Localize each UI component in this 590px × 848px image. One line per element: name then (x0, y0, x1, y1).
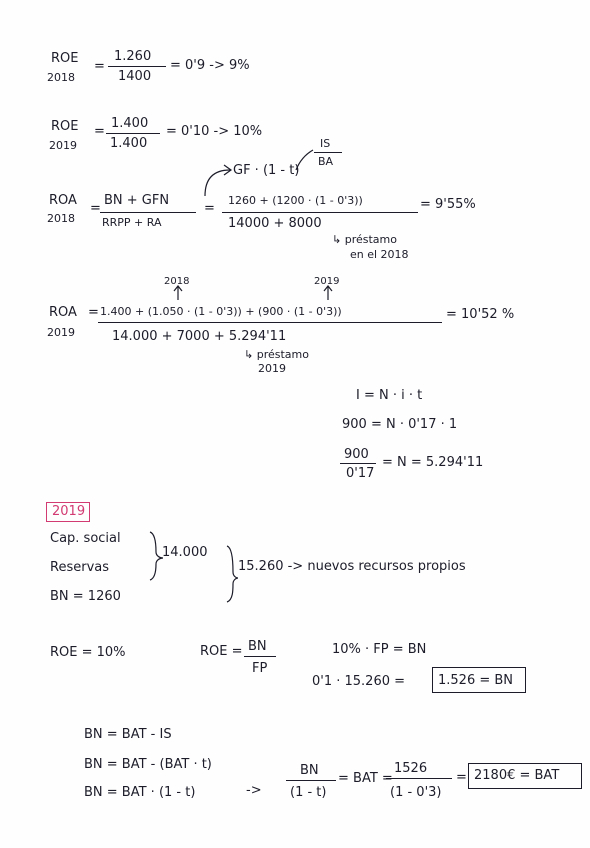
brace-capital-reserves (150, 532, 163, 580)
roa-2018-equals-2: = (204, 201, 215, 216)
roe-2019-label: ROE (51, 119, 79, 134)
interest-substitution: 900 = N · 0'17 · 1 (342, 417, 458, 432)
item-cap-social: Cap. social (50, 531, 121, 546)
bat-line-2: BN = BAT - (BAT · t) (84, 757, 212, 772)
roe-formula-numerator: BN (248, 639, 267, 654)
bat-fraction-1-denominator: (1 - t) (290, 785, 327, 800)
interest-fraction-denominator: 0'17 (346, 466, 375, 481)
bat-equals: = (456, 770, 467, 785)
bat-arrow: -> (246, 783, 262, 798)
roe-2018-equals: = (94, 59, 105, 74)
bat-line-3: BN = BAT · (1 - t) (84, 785, 196, 800)
roe-2018-year: 2018 (47, 71, 75, 84)
brace-own-resources (227, 546, 238, 602)
roe-2019-equals: = (94, 124, 105, 139)
item-bn: BN = 1260 (50, 589, 121, 604)
bat-fraction-2-numerator: 1526 (394, 761, 428, 776)
roe-2019-numerator: 1.400 (111, 116, 149, 131)
roe-2018-result: = 0'9 -> 9% (170, 58, 250, 73)
roa-2018-numerator: BN + GFN (104, 193, 170, 208)
total-own-resources: 15.260 -> nuevos recursos propios (238, 559, 466, 574)
roe-2019-denominator: 1.400 (110, 136, 148, 151)
bat-fraction-2-denominator: (1 - 0'3) (390, 785, 442, 800)
roa-2018-denominator-2: 14000 + 8000 (228, 216, 322, 231)
roa-2019-year: 2019 (47, 326, 75, 339)
interest-fraction-numerator: 900 (344, 447, 369, 462)
t-pointer-arrow (296, 150, 313, 170)
roa-2018-denominator: RRPP + RA (102, 216, 162, 229)
roa-2018-numerator-2: 1260 + (1200 · (1 - 0'3)) (228, 194, 363, 207)
roe-2018-label: ROE (51, 51, 79, 66)
roa-2019-annotation-2019: 2019 (314, 276, 340, 287)
roe-formula-lhs: ROE = (200, 644, 243, 659)
roa-2019-label: ROA (49, 305, 77, 320)
roa-2019-note-year: 2019 (258, 362, 286, 375)
roe-2019-year: 2019 (49, 139, 77, 152)
roa-2018-year: 2018 (47, 212, 75, 225)
bn-result: 1.526 = BN (438, 673, 514, 688)
roa-2019-result: = 10'52 % (446, 307, 515, 322)
roa-2018-note-loan: ↳ préstamo (332, 233, 397, 246)
bat-fraction-1-numerator: BN (300, 763, 319, 778)
roa-2019-equals: = (88, 305, 99, 320)
roe-calc-line-1: 10% · FP = BN (332, 642, 427, 657)
roa-2019-denominator: 14.000 + 7000 + 5.294'11 (112, 329, 287, 344)
roa-2018-equals: = (90, 201, 101, 216)
bat-line-1: BN = BAT - IS (84, 727, 172, 742)
gf-fraction-numerator: IS (320, 137, 331, 150)
roe-formula-denominator: FP (252, 661, 268, 676)
roe-2019-result: = 0'10 -> 10% (166, 124, 263, 139)
bat-middle: = BAT = (338, 771, 393, 786)
roa-2019-numerator: 1.400 + (1.050 · (1 - 0'3)) + (900 · (1 - 0'3)) (100, 305, 342, 318)
roa-2018-note-year: en el 2018 (350, 248, 409, 261)
item-reservas: Reservas (50, 560, 109, 575)
roe-2018-numerator: 1.260 (114, 49, 152, 64)
roa-2018-label: ROA (49, 193, 77, 208)
section-2019-heading: 2019 (52, 504, 86, 519)
roe-2018-denominator: 1400 (118, 69, 152, 84)
roa-2018-result: = 9'55% (420, 197, 476, 212)
gf-expression: GF · (1 - t) (233, 163, 300, 178)
bat-result: 2180€ = BAT (474, 768, 560, 783)
roe-calc-line-2: 0'1 · 15.260 = (312, 674, 406, 689)
gf-fraction-denominator: BA (318, 155, 334, 168)
roe-target: ROE = 10% (50, 645, 126, 660)
roa-2019-annotation-2018: 2018 (164, 276, 190, 287)
interest-formula: I = N · i · t (356, 388, 423, 403)
subtotal-capital-reserves: 14.000 (162, 545, 208, 560)
roa-2019-note-loan: ↳ préstamo (244, 348, 309, 361)
interest-result: = N = 5.294'11 (382, 455, 484, 470)
